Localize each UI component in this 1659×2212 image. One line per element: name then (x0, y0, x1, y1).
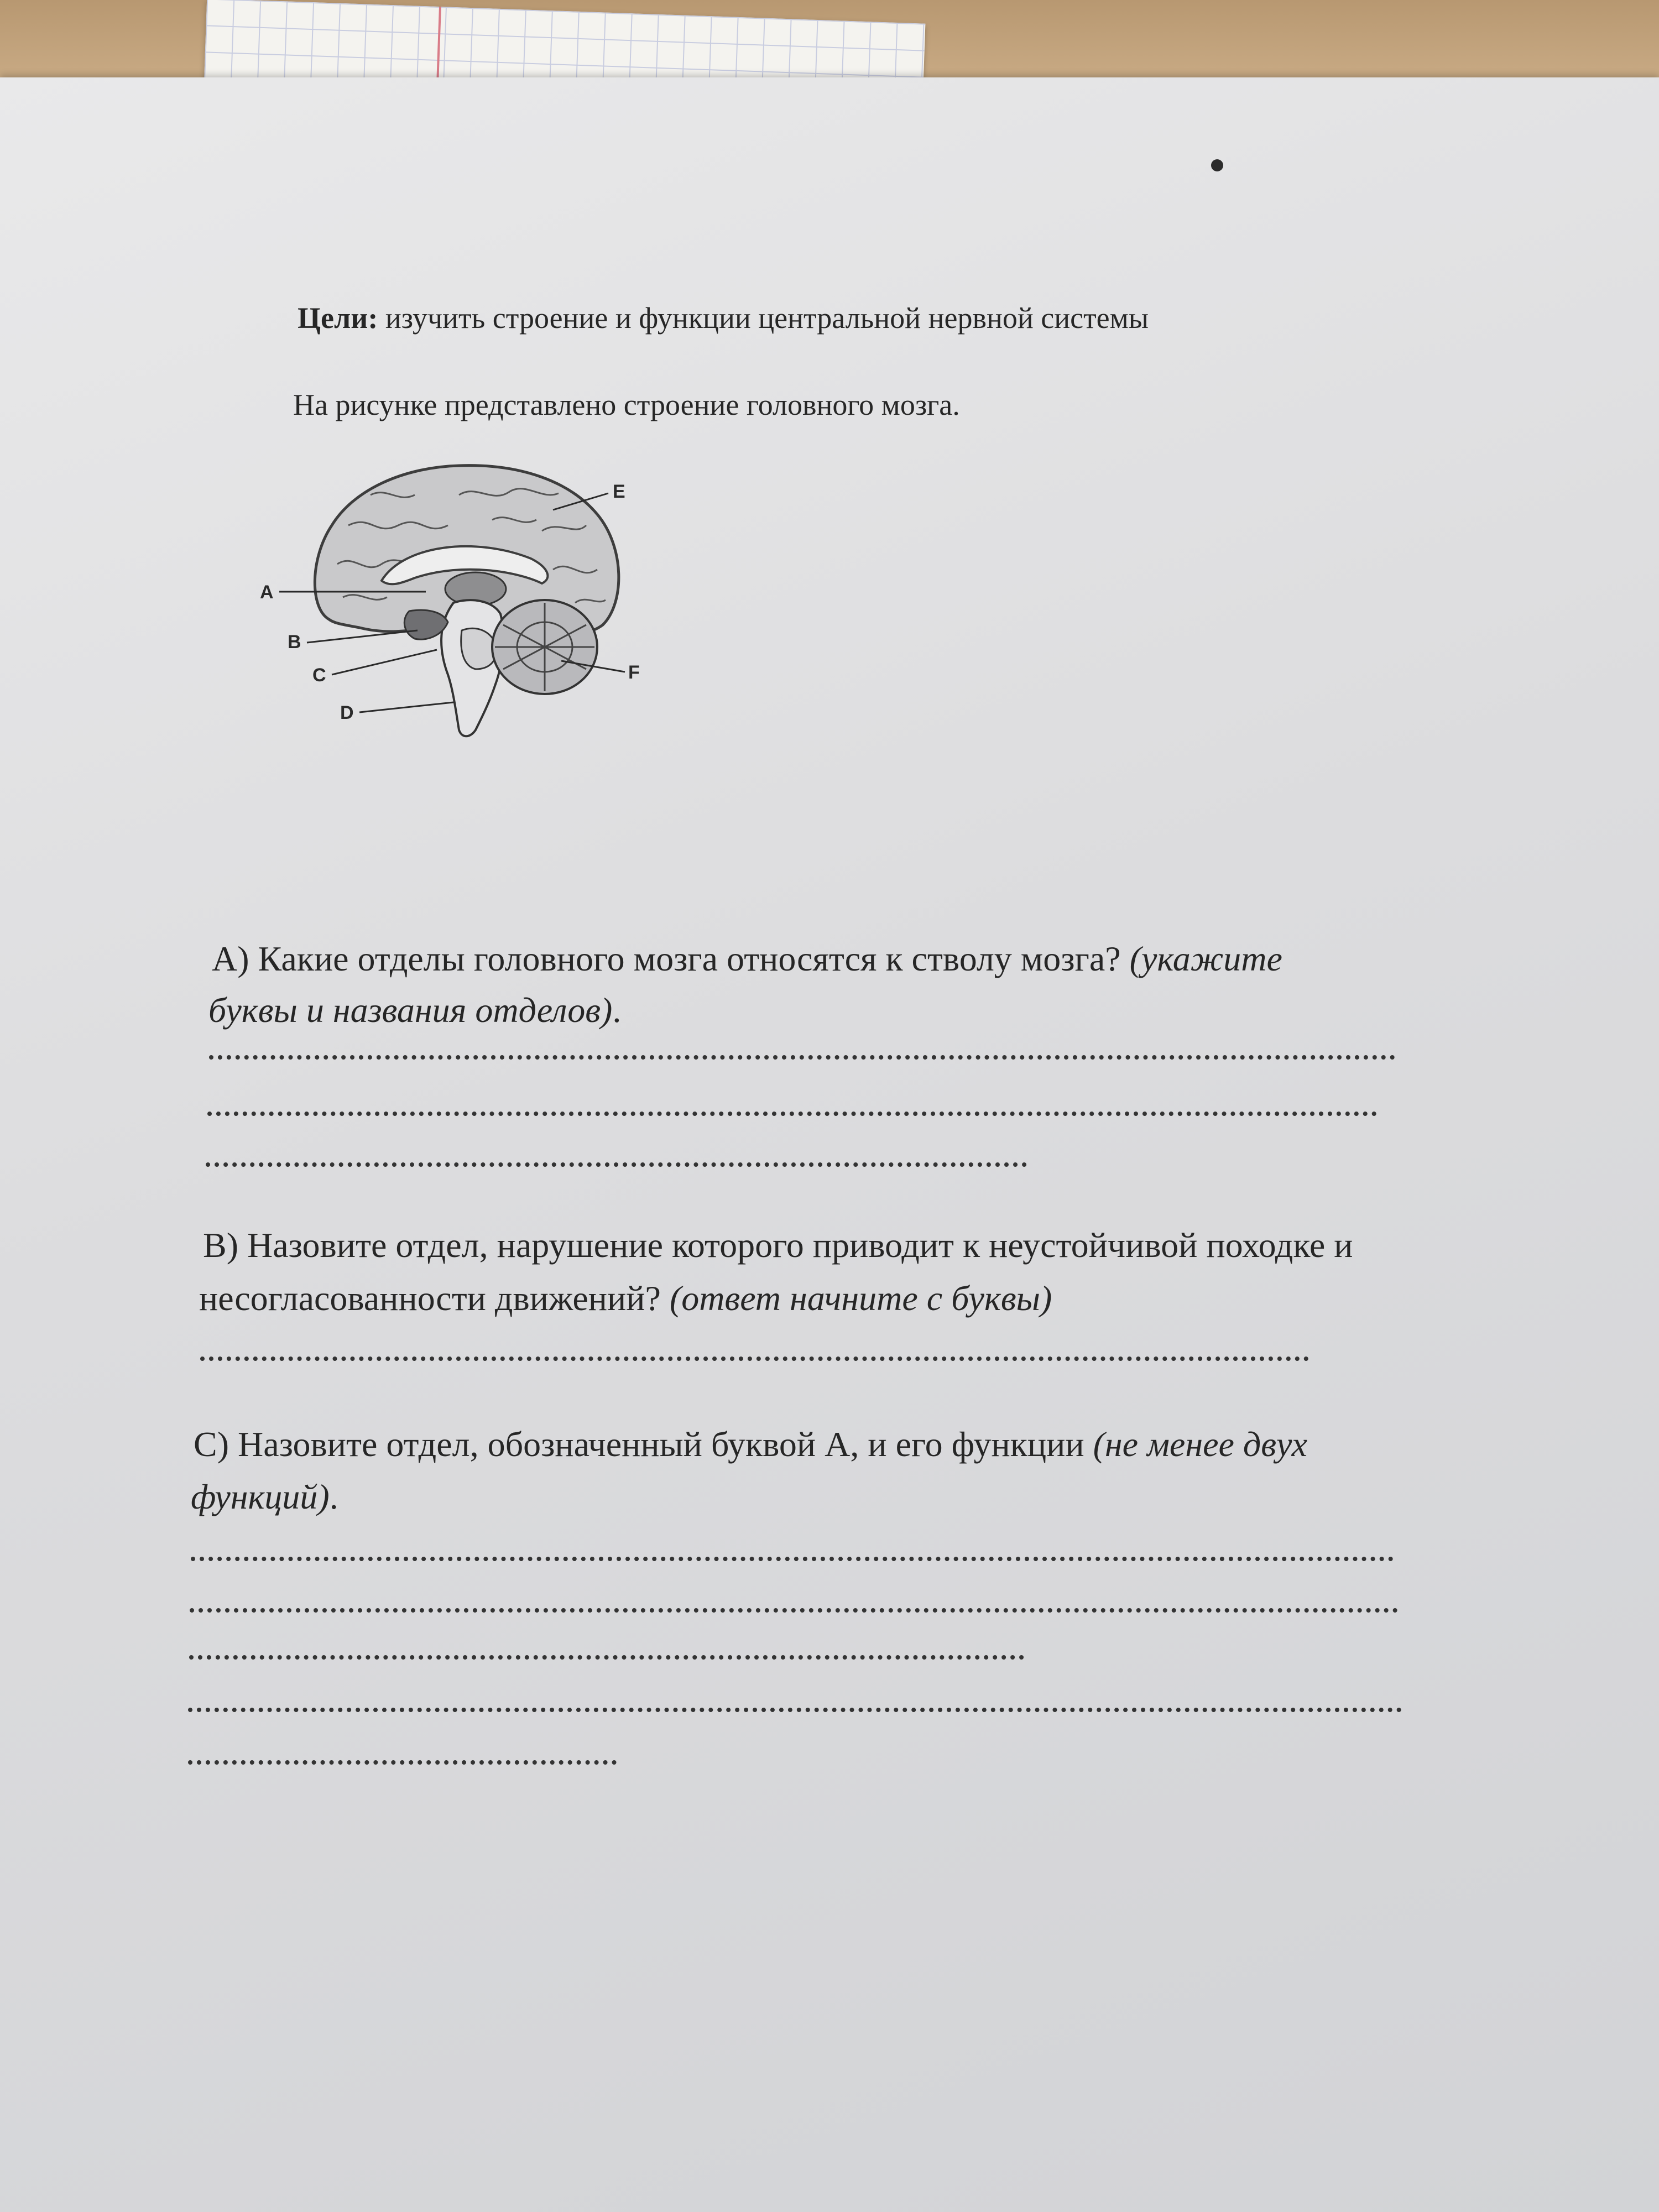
question-c-period: . (329, 1477, 338, 1516)
question-b-line2 (199, 1281, 1052, 1316)
punch-hole (1211, 159, 1223, 171)
intro-text: На рисунке представлено строение головного мозга. (293, 388, 960, 421)
question-a-hint-cont: буквы и названия отделов) (208, 990, 613, 1030)
label-e: E (613, 481, 625, 502)
answer-line-c1[interactable] (191, 1557, 1394, 1561)
label-d: D (340, 702, 354, 723)
question-c-hint: (не менее двух (1093, 1425, 1307, 1464)
question-b-text: несогласованности движений? (199, 1279, 670, 1318)
answer-line-a3[interactable] (206, 1162, 1027, 1167)
label-a: A (260, 582, 274, 603)
answer-line-c2[interactable] (190, 1608, 1398, 1613)
answer-line-c3[interactable] (189, 1655, 1024, 1660)
goals-label: Цели: (298, 301, 378, 335)
goals-text: изучить строение и функции центральной нервной системы (378, 301, 1149, 335)
question-a-hint: (укажите (1129, 939, 1282, 978)
question-b-hint: (ответ начните с буквы) (669, 1279, 1052, 1318)
answer-line-a2[interactable] (207, 1112, 1377, 1116)
label-c: C (312, 665, 326, 686)
question-a-text: А) Какие отделы головного мозга относятся к стволу мозга? (212, 939, 1130, 978)
brain-diagram (243, 442, 741, 752)
label-f: F (628, 662, 640, 683)
goals-line (298, 303, 1149, 333)
brain-drawing (315, 466, 619, 737)
question-a-period: . (612, 990, 622, 1030)
label-b: B (288, 632, 301, 653)
question-c-hint-cont: функций) (191, 1477, 330, 1516)
question-b-line1: В) Назовите отдел, нарушение которого приводит к неустойчивой походке и (203, 1225, 1353, 1265)
answer-line-c5[interactable] (188, 1760, 617, 1765)
question-c-line1 (194, 1427, 1307, 1462)
question-c-line2 (191, 1479, 338, 1515)
question-c-text: С) Назовите отдел, обозначенный буквой А, и его функции (194, 1425, 1093, 1464)
answer-line-a1[interactable] (209, 1055, 1395, 1060)
answer-line-b1[interactable] (200, 1357, 1309, 1361)
question-a-line1 (212, 941, 1282, 977)
answer-line-c4[interactable] (188, 1708, 1402, 1712)
question-a-line2 (208, 990, 622, 1030)
